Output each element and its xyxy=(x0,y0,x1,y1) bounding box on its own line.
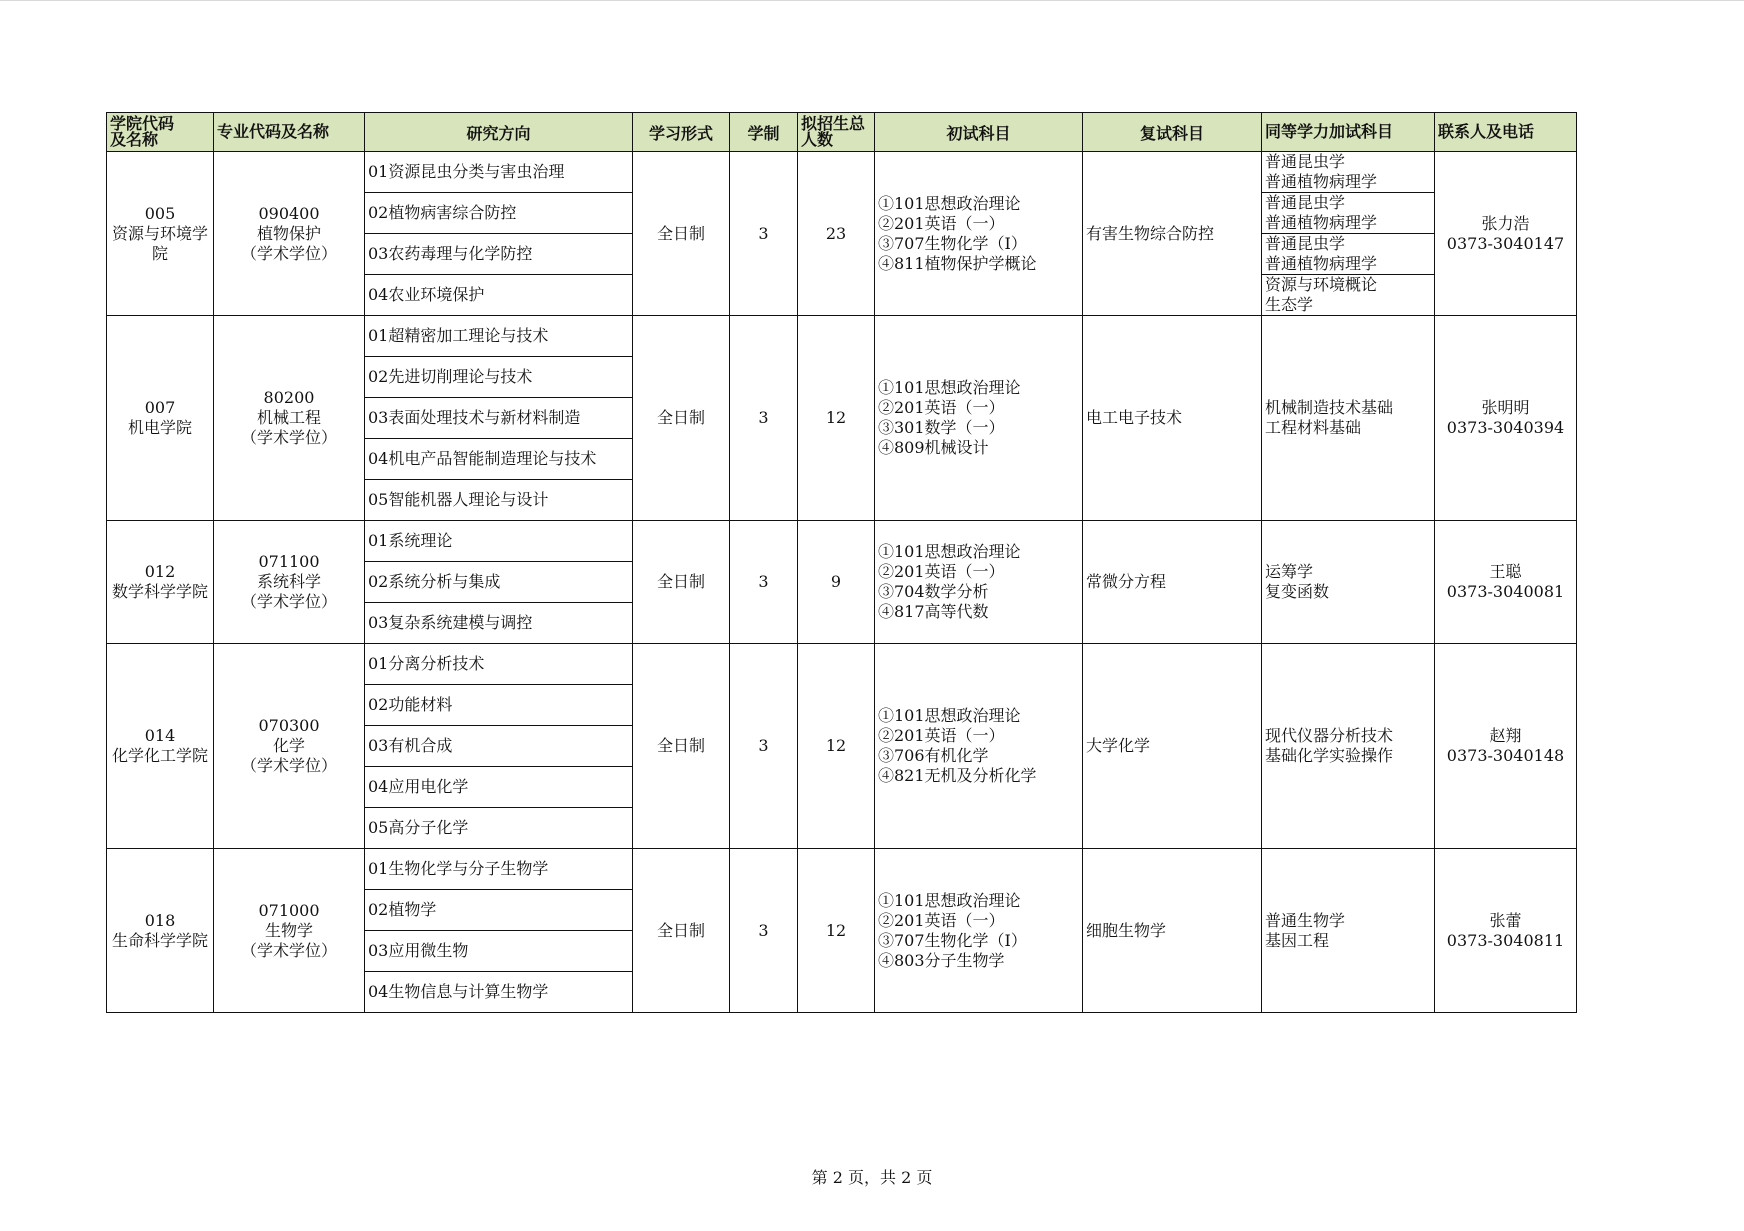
college-cell: 012 数学科学学院 xyxy=(107,521,214,644)
header-college-line1: 学院代码 xyxy=(110,114,175,133)
contact-cell: 张明明 0373-3040394 xyxy=(1435,316,1577,521)
header-row xyxy=(107,113,1577,152)
header-college xyxy=(107,113,214,152)
direction-cell: 04农业环境保护 xyxy=(365,275,633,316)
exam-cell: ①101思想政治理论 ②201英语（一） ③704数学分析 ④817高等代数 xyxy=(875,521,1083,644)
extra-cell: 运筹学 复变函数 xyxy=(1262,521,1435,644)
quota-cell: 12 xyxy=(798,849,875,1013)
direction-cell: 02植物病害综合防控 xyxy=(365,193,633,234)
major-cell: 071000 生物学 （学术学位） xyxy=(214,849,365,1013)
exam-cell: ①101思想政治理论 ②201英语（一） ③707生物化学（Ⅰ） ④803分子生物学 xyxy=(875,849,1083,1013)
extra-cell: 资源与环境概论 生态学 xyxy=(1262,275,1435,316)
table-row xyxy=(107,521,1577,562)
extra-cell: 现代仪器分析技术 基础化学实验操作 xyxy=(1262,644,1435,849)
table-row xyxy=(107,316,1577,357)
major-cell: 80200 机械工程 （学术学位） xyxy=(214,316,365,521)
direction-cell: 03复杂系统建模与调控 xyxy=(365,603,633,644)
years-cell: 3 xyxy=(730,521,798,644)
quota-cell: 12 xyxy=(798,316,875,521)
page-footer: 第 2 页，共 2 页 xyxy=(811,1168,933,1187)
extra-cell: 普通昆虫学 普通植物病理学 xyxy=(1262,152,1435,193)
quota-cell: 12 xyxy=(798,644,875,849)
extra-cell: 普通生物学 基因工程 xyxy=(1262,849,1435,1013)
major-cell: 070300 化学 （学术学位） xyxy=(214,644,365,849)
retest-cell: 有害生物综合防控 xyxy=(1083,152,1262,316)
retest-cell: 细胞生物学 xyxy=(1083,849,1262,1013)
contact-cell: 王聪 0373-3040081 xyxy=(1435,521,1577,644)
retest-cell: 电工电子技术 xyxy=(1083,316,1262,521)
mode-cell: 全日制 xyxy=(633,316,730,521)
exam-cell: ①101思想政治理论 ②201英语（一） ③706有机化学 ④821无机及分析化学 xyxy=(875,644,1083,849)
header-major: 专业代码及名称 xyxy=(214,113,365,152)
exam-cell: ①101思想政治理论 ②201英语（一） ③301数学（一） ④809机械设计 xyxy=(875,316,1083,521)
header-extra: 同等学力加试科目 xyxy=(1262,113,1435,152)
table-row xyxy=(107,849,1577,890)
direction-cell: 04机电产品智能制造理论与技术 xyxy=(365,439,633,480)
college-cell: 007 机电学院 xyxy=(107,316,214,521)
header-retest: 复试科目 xyxy=(1083,113,1262,152)
contact-cell: 赵翔 0373-3040148 xyxy=(1435,644,1577,849)
header-exam: 初试科目 xyxy=(875,113,1083,152)
mode-cell: 全日制 xyxy=(633,849,730,1013)
retest-cell: 常微分方程 xyxy=(1083,521,1262,644)
direction-cell: 01资源昆虫分类与害虫治理 xyxy=(365,152,633,193)
header-years: 学制 xyxy=(730,113,798,152)
header-mode: 学习形式 xyxy=(633,113,730,152)
header-college-line2: 及名称 xyxy=(110,130,159,149)
direction-cell: 01系统理论 xyxy=(365,521,633,562)
direction-cell: 04生物信息与计算生物学 xyxy=(365,972,633,1013)
mode-cell: 全日制 xyxy=(633,152,730,316)
table-row xyxy=(107,152,1577,193)
direction-cell: 02系统分析与集成 xyxy=(365,562,633,603)
direction-cell: 02先进切削理论与技术 xyxy=(365,357,633,398)
extra-cell: 普通昆虫学 普通植物病理学 xyxy=(1262,234,1435,275)
header-quota-line1: 拟招生总 xyxy=(801,114,866,133)
direction-cell: 01分离分析技术 xyxy=(365,644,633,685)
direction-cell: 03农药毒理与化学防控 xyxy=(365,234,633,275)
direction-cell: 05智能机器人理论与设计 xyxy=(365,480,633,521)
top-border-line xyxy=(0,0,1744,1)
header-quota xyxy=(798,113,875,152)
exam-cell: ①101思想政治理论 ②201英语（一） ③707生物化学（Ⅰ） ④811植物保护学概论 xyxy=(875,152,1083,316)
direction-cell: 02功能材料 xyxy=(365,685,633,726)
direction-cell: 03表面处理技术与新材料制造 xyxy=(365,398,633,439)
admissions-table xyxy=(106,112,1577,1013)
college-cell: 014 化学化工学院 xyxy=(107,644,214,849)
table-row xyxy=(107,644,1577,685)
direction-cell: 04应用电化学 xyxy=(365,767,633,808)
quota-cell: 9 xyxy=(798,521,875,644)
years-cell: 3 xyxy=(730,644,798,849)
years-cell: 3 xyxy=(730,849,798,1013)
retest-cell: 大学化学 xyxy=(1083,644,1262,849)
header-contact: 联系人及电话 xyxy=(1435,113,1577,152)
quota-cell: 23 xyxy=(798,152,875,316)
mode-cell: 全日制 xyxy=(633,521,730,644)
direction-cell: 02植物学 xyxy=(365,890,633,931)
major-cell: 071100 系统科学 （学术学位） xyxy=(214,521,365,644)
contact-cell: 张力浩 0373-3040147 xyxy=(1435,152,1577,316)
direction-cell: 01生物化学与分子生物学 xyxy=(365,849,633,890)
years-cell: 3 xyxy=(730,316,798,521)
direction-cell: 03有机合成 xyxy=(365,726,633,767)
extra-cell: 机械制造技术基础 工程材料基础 xyxy=(1262,316,1435,521)
direction-cell: 01超精密加工理论与技术 xyxy=(365,316,633,357)
direction-cell: 03应用微生物 xyxy=(365,931,633,972)
college-cell: 018 生命科学学院 xyxy=(107,849,214,1013)
major-cell: 090400 植物保护 （学术学位） xyxy=(214,152,365,316)
table-body xyxy=(107,152,1577,1013)
header-direction: 研究方向 xyxy=(365,113,633,152)
direction-cell: 05高分子化学 xyxy=(365,808,633,849)
mode-cell: 全日制 xyxy=(633,644,730,849)
extra-cell: 普通昆虫学 普通植物病理学 xyxy=(1262,193,1435,234)
header-quota-line2: 人数 xyxy=(801,130,834,149)
college-cell: 005 资源与环境学 院 xyxy=(107,152,214,316)
years-cell: 3 xyxy=(730,152,798,316)
contact-cell: 张蕾 0373-3040811 xyxy=(1435,849,1577,1013)
